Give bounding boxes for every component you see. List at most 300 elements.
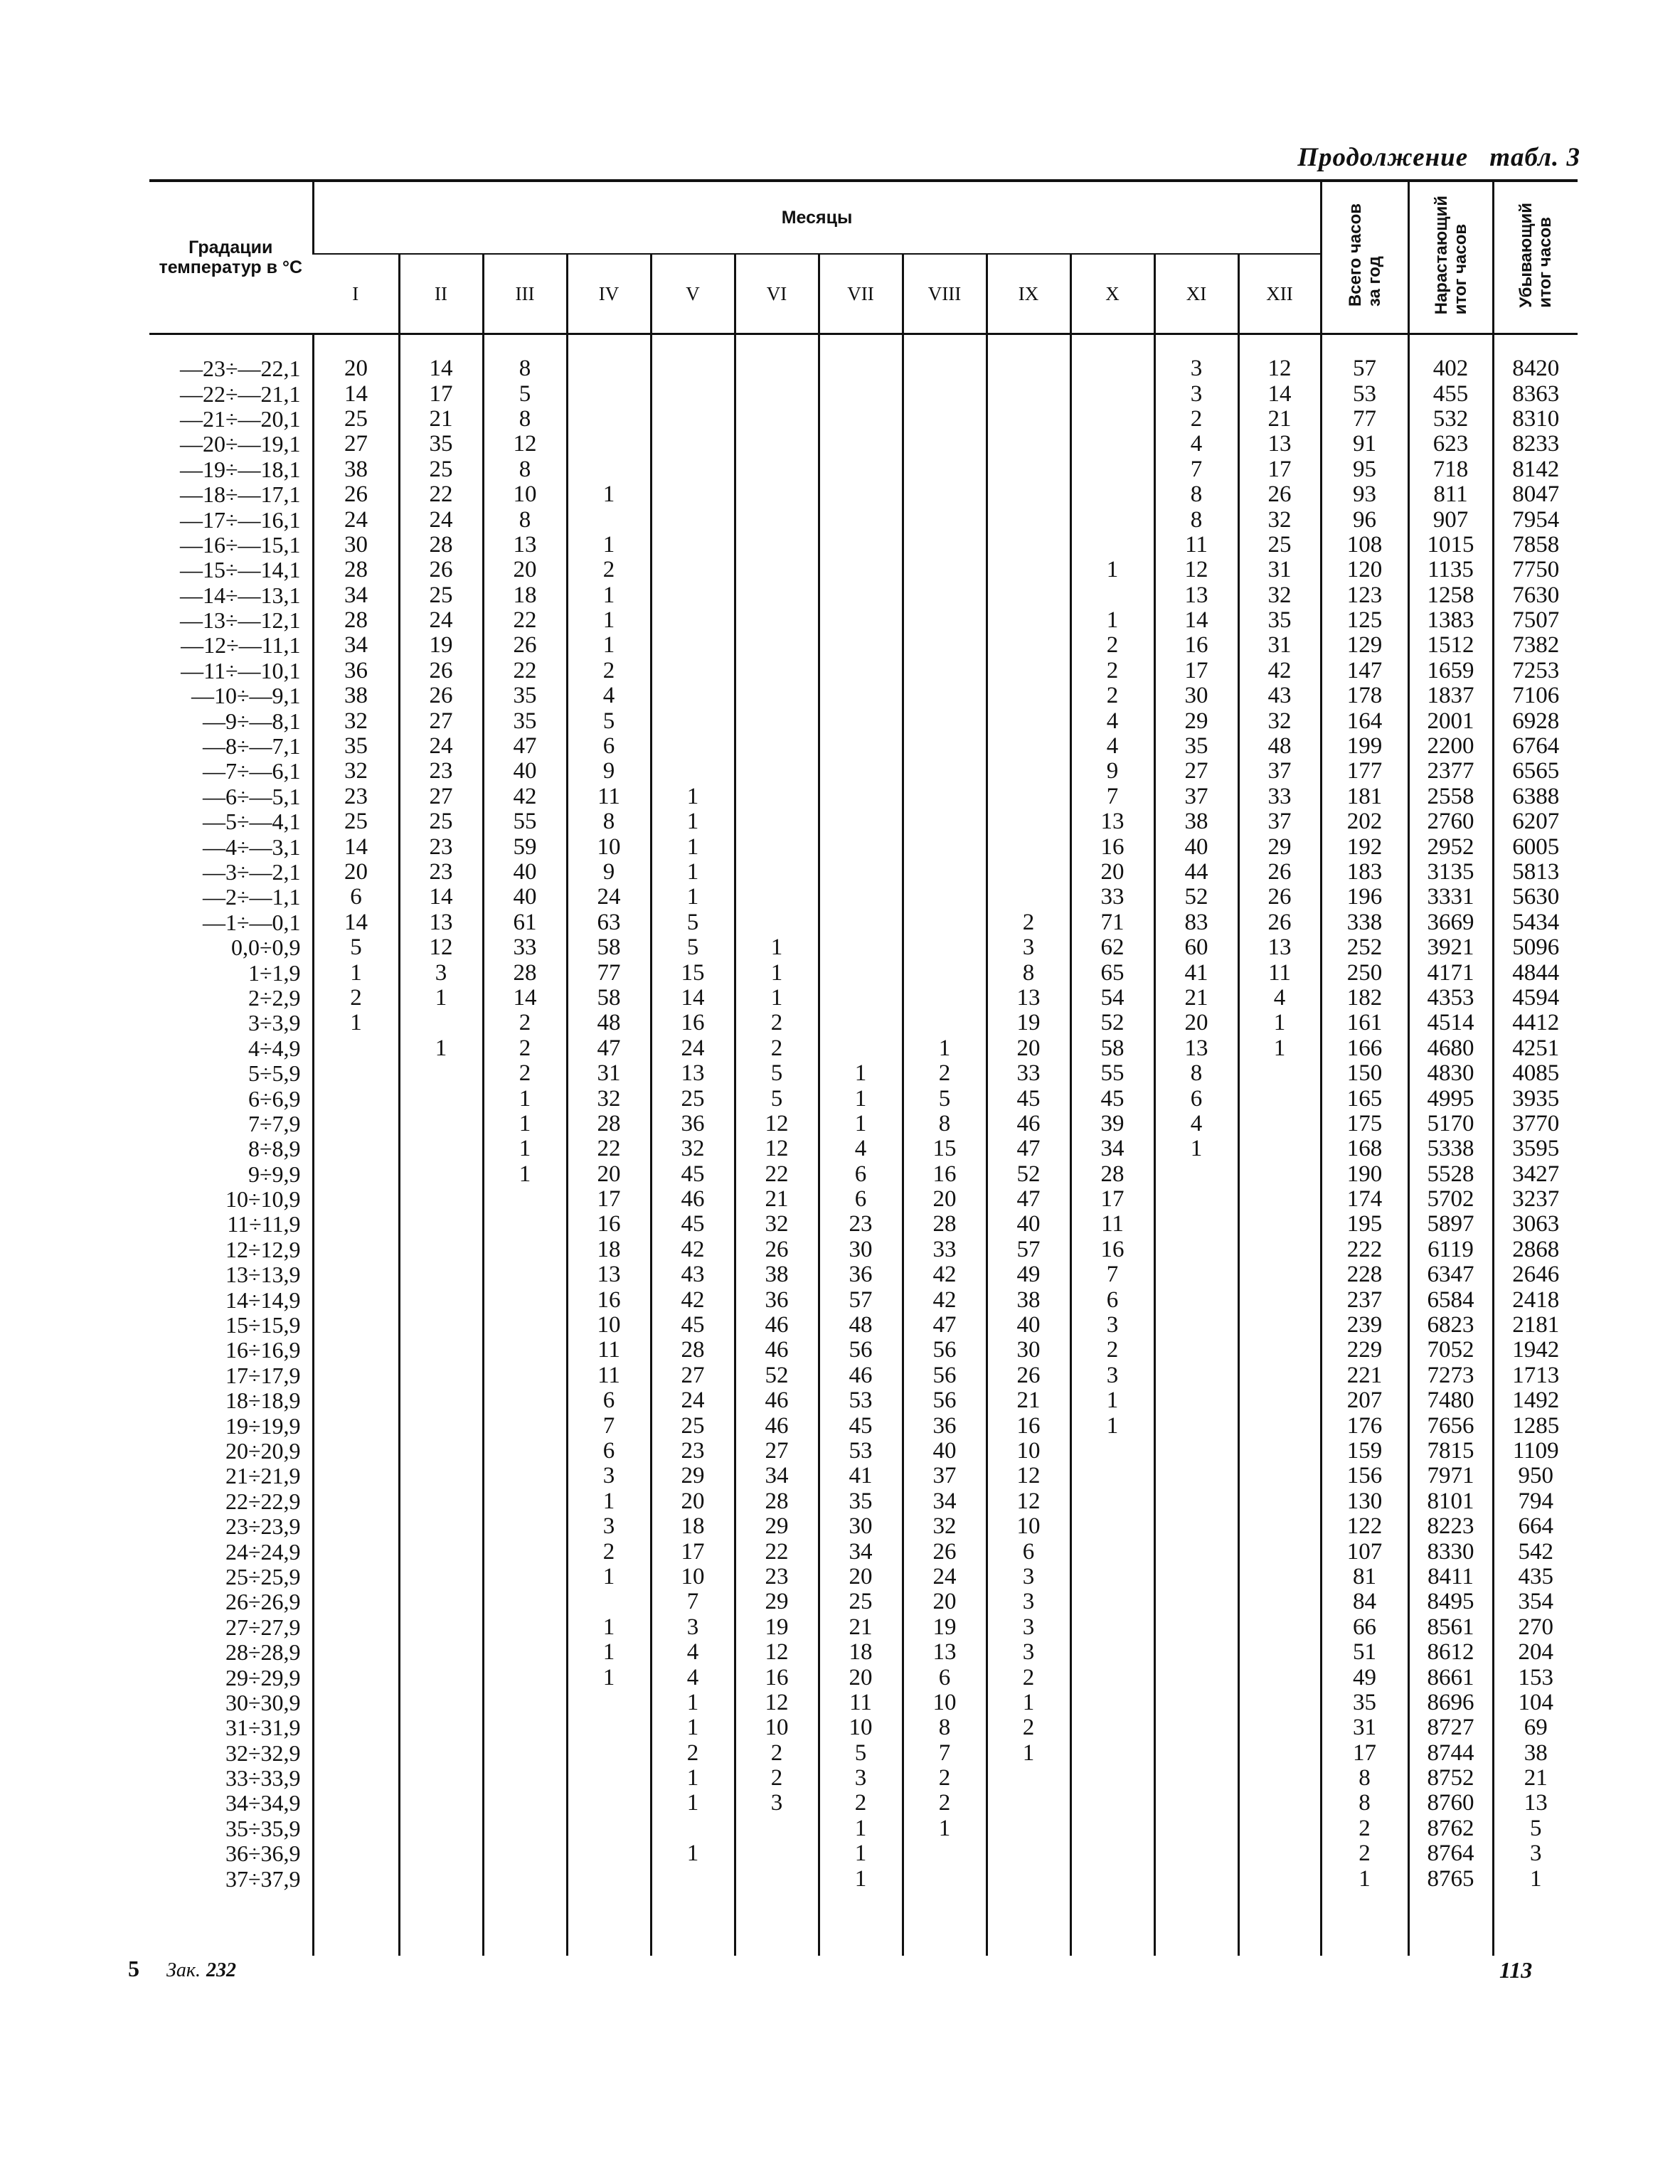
month-cell: 38	[313, 683, 399, 708]
month-cell: 27	[313, 432, 399, 457]
month-cell: 40	[1154, 834, 1238, 859]
decreasing-cell: 354	[1493, 1589, 1578, 1614]
month-cell: 3	[987, 1615, 1070, 1640]
month-cell: 5	[651, 910, 735, 935]
month-cell	[819, 734, 903, 759]
month-cell: 3	[735, 1791, 819, 1816]
month-cell: 12	[987, 1464, 1070, 1488]
month-cell: 22	[735, 1162, 819, 1187]
month-cell: 3	[987, 935, 1070, 960]
month-cell: 24	[567, 885, 651, 910]
month-cell: 47	[567, 1036, 651, 1061]
month-cell	[399, 1464, 483, 1488]
month-cell: 11	[1154, 533, 1238, 558]
month-cell	[399, 1489, 483, 1514]
month-cell: 26	[1238, 910, 1321, 935]
month-cell: 23	[399, 759, 483, 784]
month-cell	[567, 1791, 651, 1816]
footer-order: Зак.	[166, 1959, 201, 1981]
month-cell	[819, 708, 903, 733]
month-cell	[399, 1363, 483, 1388]
gradation-cell: —5÷—4,1	[202, 809, 301, 835]
table-row	[149, 683, 1578, 708]
decreasing-cell: 4085	[1493, 1061, 1578, 1086]
month-cell: 3	[1070, 1313, 1154, 1338]
month-cell	[1238, 1464, 1321, 1488]
month-cell: 28	[483, 960, 567, 985]
table-row	[149, 1866, 1578, 1891]
table-row	[149, 482, 1578, 507]
month-cell	[483, 1489, 567, 1514]
cumulative-cell: 2760	[1408, 809, 1493, 834]
month-cell	[1238, 1715, 1321, 1740]
month-cell	[1070, 356, 1154, 381]
month-cell: 6	[903, 1665, 987, 1690]
month-cell: 1	[567, 1640, 651, 1665]
month-header: VII	[819, 254, 903, 334]
month-cell: 8	[483, 407, 567, 432]
gradation-cell: 22÷22,9	[225, 1488, 301, 1514]
month-cell	[483, 1766, 567, 1791]
month-cell: 4	[1154, 1112, 1238, 1136]
month-cell	[819, 583, 903, 608]
month-cell: 49	[987, 1262, 1070, 1287]
month-cell	[1070, 1791, 1154, 1816]
month-cell: 17	[399, 381, 483, 406]
month-cell	[651, 1866, 735, 1891]
total-year-cell: 1	[1321, 1866, 1408, 1891]
month-cell	[483, 1539, 567, 1564]
table-row	[149, 1212, 1578, 1237]
total-year-cell: 195	[1321, 1212, 1408, 1237]
month-cell	[483, 1715, 567, 1740]
month-cell: 26	[483, 633, 567, 658]
month-cell: 1	[483, 1086, 567, 1111]
month-cell: 12	[735, 1640, 819, 1665]
month-cell: 2	[1070, 633, 1154, 658]
month-cell	[483, 1187, 567, 1212]
decreasing-cell: 38	[1493, 1740, 1578, 1765]
month-cell	[567, 1866, 651, 1891]
month-cell	[987, 659, 1070, 683]
caption-ref: табл. 3	[1489, 143, 1580, 172]
month-cell: 26	[735, 1237, 819, 1262]
gradation-cell: —13÷—12,1	[179, 607, 301, 634]
month-cell: 1	[819, 1841, 903, 1866]
month-cell	[1238, 1237, 1321, 1262]
month-cell: 61	[483, 910, 567, 935]
decreasing-cell: 7630	[1493, 583, 1578, 608]
month-cell: 41	[1154, 960, 1238, 985]
gradation-cell: 12÷12,9	[225, 1236, 301, 1262]
month-cell: 10	[735, 1715, 819, 1740]
cumulative-cell: 7815	[1408, 1439, 1493, 1464]
gradation-cell: 27÷27,9	[225, 1614, 301, 1640]
month-cell: 20	[483, 558, 567, 582]
month-cell: 8	[1154, 1061, 1238, 1086]
spacer-cell	[1493, 334, 1578, 357]
month-cell	[399, 1791, 483, 1816]
month-cell	[399, 1565, 483, 1589]
month-cell	[1238, 1287, 1321, 1312]
table-row	[149, 432, 1578, 457]
month-cell	[987, 834, 1070, 859]
month-cell: 4	[1238, 986, 1321, 1011]
month-cell	[987, 558, 1070, 582]
gradations-header: Градации температур в °С	[149, 181, 313, 334]
cumulative-cell: 1512	[1408, 633, 1493, 658]
decreasing-cell: 3935	[1493, 1086, 1578, 1111]
month-cell: 42	[903, 1262, 987, 1287]
month-cell	[399, 1212, 483, 1237]
cumulative-cell: 8762	[1408, 1816, 1493, 1841]
month-cell	[313, 1439, 399, 1464]
month-cell	[987, 1841, 1070, 1866]
month-cell: 63	[567, 910, 651, 935]
month-cell: 30	[1154, 683, 1238, 708]
month-cell: 46	[819, 1363, 903, 1388]
month-cell	[313, 1740, 399, 1765]
month-cell	[483, 1287, 567, 1312]
month-cell	[987, 683, 1070, 708]
cumulative-cell: 718	[1408, 457, 1493, 482]
month-cell	[313, 1313, 399, 1338]
spacer-cell	[651, 334, 735, 357]
month-cell	[987, 885, 1070, 910]
month-cell	[735, 457, 819, 482]
month-cell	[651, 457, 735, 482]
month-cell: 47	[987, 1187, 1070, 1212]
total-year-cell: 93	[1321, 482, 1408, 507]
decreasing-cell: 7382	[1493, 633, 1578, 658]
month-cell: 1	[651, 809, 735, 834]
decreasing-cell: 8310	[1493, 407, 1578, 432]
month-cell	[735, 608, 819, 633]
table-row	[149, 1187, 1578, 1212]
month-cell	[987, 356, 1070, 381]
month-cell	[483, 1439, 567, 1464]
month-cell	[483, 1740, 567, 1765]
footer-left	[128, 1956, 236, 1982]
total-year-cell: 53	[1321, 381, 1408, 406]
month-cell	[1238, 1640, 1321, 1665]
month-cell: 44	[1154, 860, 1238, 885]
month-cell: 1	[819, 1112, 903, 1136]
month-cell: 16	[567, 1287, 651, 1312]
month-cell	[313, 1816, 399, 1841]
decreasing-cell: 1	[1493, 1866, 1578, 1891]
cumulative-cell: 7052	[1408, 1338, 1493, 1363]
gradation-cell: 26÷26,9	[225, 1589, 301, 1615]
month-cell: 1	[1070, 558, 1154, 582]
month-cell: 13	[987, 986, 1070, 1011]
month-cell	[313, 1589, 399, 1614]
cumulative-cell: 1135	[1408, 558, 1493, 582]
month-cell	[313, 1766, 399, 1791]
month-cell	[819, 834, 903, 859]
month-cell: 2	[651, 1740, 735, 1765]
month-cell: 10	[483, 482, 567, 507]
month-cell: 22	[735, 1539, 819, 1564]
month-cell	[399, 1539, 483, 1564]
month-cell: 16	[1070, 1237, 1154, 1262]
total-year-cell: 182	[1321, 986, 1408, 1011]
month-cell: 3	[1070, 1363, 1154, 1388]
month-cell: 24	[399, 734, 483, 759]
month-header: VI	[735, 254, 819, 334]
total-year-cell: 196	[1321, 885, 1408, 910]
month-cell	[399, 1665, 483, 1690]
month-cell: 1	[819, 1086, 903, 1111]
month-cell: 3	[567, 1514, 651, 1539]
month-cell: 14	[313, 381, 399, 406]
month-cell: 13	[1070, 809, 1154, 834]
month-cell: 28	[313, 608, 399, 633]
table-row	[149, 734, 1578, 759]
table-row	[149, 507, 1578, 532]
gradation-cell: —12÷—11,1	[181, 632, 301, 659]
month-cell: 18	[567, 1237, 651, 1262]
decreasing-cell: 3770	[1493, 1112, 1578, 1136]
total-year-cell: 147	[1321, 659, 1408, 683]
table-row	[149, 986, 1578, 1011]
month-cell: 33	[1070, 885, 1154, 910]
month-cell	[735, 659, 819, 683]
table-row	[149, 910, 1578, 935]
month-cell	[1238, 1791, 1321, 1816]
decreasing-cell: 435	[1493, 1565, 1578, 1589]
month-cell: 7	[1070, 784, 1154, 809]
month-cell: 5	[651, 935, 735, 960]
month-cell	[987, 507, 1070, 532]
month-header: I	[313, 254, 399, 334]
month-cell: 1	[735, 986, 819, 1011]
month-cell	[483, 1388, 567, 1413]
gradation-cell: 17÷17,9	[225, 1362, 301, 1388]
cumulative-cell: 4995	[1408, 1086, 1493, 1111]
month-cell: 30	[819, 1237, 903, 1262]
month-cell: 40	[987, 1212, 1070, 1237]
month-cell	[819, 407, 903, 432]
month-cell: 58	[567, 986, 651, 1011]
month-cell	[313, 1464, 399, 1488]
month-cell: 10	[903, 1690, 987, 1715]
month-cell: 32	[1238, 507, 1321, 532]
month-cell: 1	[651, 1791, 735, 1816]
total-year-cell: 108	[1321, 533, 1408, 558]
month-cell: 11	[1238, 960, 1321, 985]
month-cell: 10	[987, 1439, 1070, 1464]
month-cell: 33	[1238, 784, 1321, 809]
month-cell: 23	[819, 1212, 903, 1237]
month-cell	[399, 1313, 483, 1338]
month-cell: 15	[903, 1136, 987, 1161]
month-cell	[987, 708, 1070, 733]
month-cell: 2	[735, 1036, 819, 1061]
month-cell	[1070, 1766, 1154, 1791]
month-cell: 47	[987, 1136, 1070, 1161]
table-row	[149, 1162, 1578, 1187]
cumulative-cell: 8752	[1408, 1766, 1493, 1791]
table-row	[149, 1766, 1578, 1791]
total-year-cell: 95	[1321, 457, 1408, 482]
month-cell: 3	[567, 1464, 651, 1488]
month-cell: 57	[819, 1287, 903, 1312]
month-cell: 34	[1070, 1136, 1154, 1161]
month-cell: 19	[903, 1615, 987, 1640]
cumulative-cell: 907	[1408, 507, 1493, 532]
month-cell: 32	[735, 1212, 819, 1237]
month-cell: 26	[1238, 482, 1321, 507]
month-cell: 1	[651, 1690, 735, 1715]
table-row	[149, 1363, 1578, 1388]
month-cell: 1	[651, 885, 735, 910]
month-cell: 9	[1070, 759, 1154, 784]
table-row	[149, 885, 1578, 910]
month-cell: 83	[1154, 910, 1238, 935]
month-cell	[313, 1791, 399, 1816]
month-cell: 18	[483, 583, 567, 608]
table-row	[149, 1665, 1578, 1690]
month-cell	[1238, 1766, 1321, 1791]
cumulative-cell: 402	[1408, 356, 1493, 381]
month-cell	[483, 1816, 567, 1841]
month-cell	[651, 407, 735, 432]
month-cell: 2	[567, 1539, 651, 1564]
month-cell: 8	[903, 1112, 987, 1136]
month-cell: 37	[903, 1464, 987, 1488]
month-cell: 25	[313, 809, 399, 834]
month-cell	[1070, 1841, 1154, 1866]
month-cell	[987, 633, 1070, 658]
month-cell	[313, 1162, 399, 1187]
decreasing-cell: 664	[1493, 1514, 1578, 1539]
month-cell	[987, 759, 1070, 784]
month-cell	[1154, 1791, 1238, 1816]
month-cell: 8	[987, 960, 1070, 985]
month-cell: 1	[399, 986, 483, 1011]
month-cell	[819, 1011, 903, 1035]
cumulative-cell: 8495	[1408, 1589, 1493, 1614]
month-cell	[399, 1766, 483, 1791]
month-cell: 42	[651, 1237, 735, 1262]
month-cell: 29	[1154, 708, 1238, 733]
month-cell: 17	[567, 1187, 651, 1212]
month-cell: 37	[1238, 809, 1321, 834]
decreasing-cell: 5813	[1493, 860, 1578, 885]
month-cell: 24	[399, 608, 483, 633]
month-cell	[313, 1338, 399, 1363]
month-cell	[903, 809, 987, 834]
table-row	[149, 1011, 1578, 1035]
spacer-cell	[1238, 334, 1321, 357]
total-year-cell: 161	[1321, 1011, 1408, 1035]
decreasing-cell: 2418	[1493, 1287, 1578, 1312]
month-cell: 6	[987, 1539, 1070, 1564]
month-cell: 32	[313, 708, 399, 733]
month-cell	[313, 1388, 399, 1413]
month-cell: 1	[735, 935, 819, 960]
table-row	[149, 1439, 1578, 1464]
month-cell: 12	[1154, 558, 1238, 582]
month-cell: 20	[819, 1565, 903, 1589]
month-cell	[1070, 507, 1154, 532]
month-cell: 12	[735, 1136, 819, 1161]
table-row	[149, 457, 1578, 482]
month-cell	[735, 809, 819, 834]
cumulative-cell: 5897	[1408, 1212, 1493, 1237]
month-cell: 34	[819, 1539, 903, 1564]
month-cell: 1	[651, 1841, 735, 1866]
spacer-cell	[567, 1892, 651, 1956]
gradation-cell: —3÷—2,1	[202, 859, 301, 885]
spacer-cell	[1238, 1892, 1321, 1956]
month-cell	[483, 1464, 567, 1488]
month-cell	[651, 432, 735, 457]
month-cell	[903, 608, 987, 633]
month-cell	[1154, 1539, 1238, 1564]
cumulative-cell: 811	[1408, 482, 1493, 507]
gradation-cell: —4÷—3,1	[202, 833, 301, 860]
table-row	[149, 1413, 1578, 1438]
month-cell	[567, 1740, 651, 1765]
gradation-cell: 9÷9,9	[248, 1161, 301, 1187]
cumulative-cell: 4680	[1408, 1036, 1493, 1061]
month-cell: 25	[399, 583, 483, 608]
month-cell: 30	[313, 533, 399, 558]
gradation-cell: —22÷—21,1	[179, 380, 301, 407]
month-cell	[903, 885, 987, 910]
total-year-cell: 168	[1321, 1136, 1408, 1161]
cumulative-cell: 8727	[1408, 1715, 1493, 1740]
month-cell	[903, 1866, 987, 1891]
month-cell: 14	[313, 910, 399, 935]
month-cell	[1154, 1565, 1238, 1589]
month-cell: 58	[1070, 1036, 1154, 1061]
spacer-row	[149, 334, 1578, 357]
cumulative-cell: 3331	[1408, 885, 1493, 910]
month-cell: 6	[567, 1439, 651, 1464]
month-cell: 5	[903, 1086, 987, 1111]
month-cell	[483, 1866, 567, 1891]
temperature-table	[149, 179, 1578, 1956]
table-row	[149, 1615, 1578, 1640]
month-cell: 20	[651, 1489, 735, 1514]
month-cell: 45	[819, 1413, 903, 1438]
month-cell: 26	[903, 1539, 987, 1564]
decreasing-cell: 6005	[1493, 834, 1578, 859]
month-cell: 37	[1154, 784, 1238, 809]
month-header: II	[399, 254, 483, 334]
month-cell	[903, 683, 987, 708]
gradation-cell: 35÷35,9	[225, 1815, 301, 1841]
month-cell: 2	[903, 1766, 987, 1791]
total-year-header: Всего часов за год	[1321, 181, 1408, 334]
month-cell: 46	[735, 1413, 819, 1438]
gradation-cell: 0,0÷0,9	[230, 934, 301, 961]
table-row	[149, 1061, 1578, 1086]
cumulative-cell: 3921	[1408, 935, 1493, 960]
gradation-cell: 1÷1,9	[248, 959, 301, 986]
month-cell: 1	[567, 633, 651, 658]
month-cell: 1	[819, 1866, 903, 1891]
spacer-cell	[1321, 334, 1408, 357]
cumulative-cell: 5528	[1408, 1162, 1493, 1187]
month-cell	[399, 1615, 483, 1640]
month-cell: 6	[1154, 1086, 1238, 1111]
month-cell: 56	[903, 1338, 987, 1363]
month-cell	[735, 507, 819, 532]
